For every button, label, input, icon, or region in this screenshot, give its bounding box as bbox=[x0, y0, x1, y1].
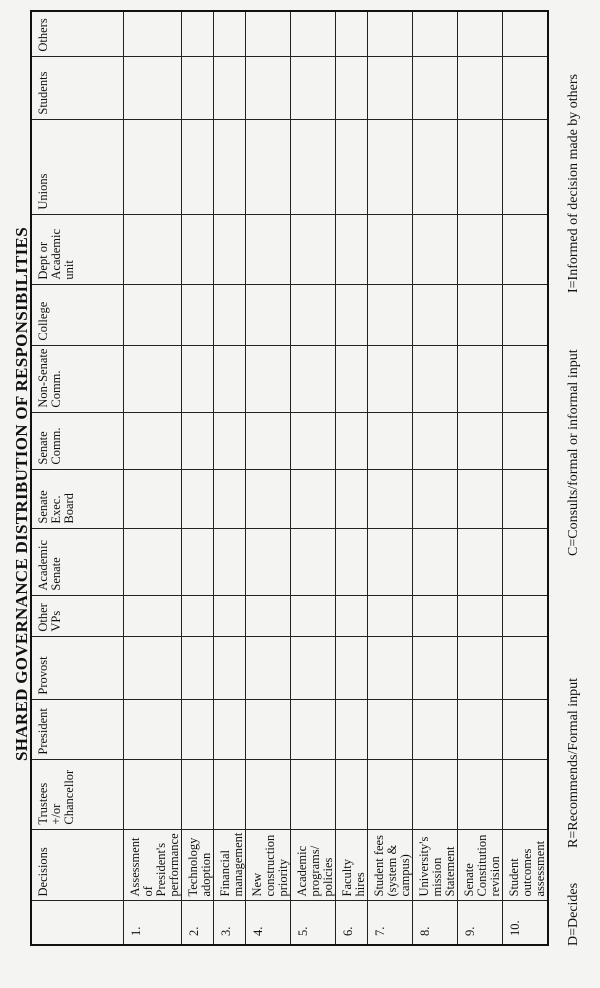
responsibility-cell[interactable] bbox=[182, 11, 214, 56]
responsibility-cell[interactable] bbox=[246, 56, 291, 119]
responsibility-cell[interactable] bbox=[458, 119, 503, 214]
responsibility-cell[interactable] bbox=[503, 759, 549, 829]
responsibility-cell[interactable] bbox=[503, 56, 549, 119]
table-row bbox=[214, 11, 246, 945]
responsibility-cell[interactable] bbox=[503, 345, 549, 412]
header-dept-academic-unit: Dept or Academic unit bbox=[31, 214, 124, 284]
responsibility-cell[interactable] bbox=[368, 759, 413, 829]
responsibility-cell[interactable] bbox=[214, 284, 246, 345]
responsibility-cell[interactable] bbox=[368, 469, 413, 528]
responsibility-cell[interactable] bbox=[246, 11, 291, 56]
header-president: President bbox=[31, 699, 124, 759]
row-number: 5. bbox=[291, 901, 336, 945]
responsibility-cell[interactable] bbox=[291, 11, 336, 56]
responsibility-cell[interactable] bbox=[214, 528, 246, 595]
responsibility-cell[interactable] bbox=[214, 11, 246, 56]
table-row bbox=[336, 11, 368, 945]
responsibility-cell[interactable] bbox=[214, 412, 246, 469]
table-row bbox=[368, 11, 413, 945]
responsibility-cell[interactable] bbox=[214, 56, 246, 119]
row-number: 3. bbox=[214, 901, 246, 945]
responsibility-cell[interactable] bbox=[336, 595, 368, 636]
responsibility-cell[interactable] bbox=[336, 759, 368, 829]
responsibility-table bbox=[30, 10, 549, 946]
responsibility-cell[interactable] bbox=[368, 699, 413, 759]
responsibility-cell[interactable] bbox=[413, 214, 458, 284]
row-number: 8. bbox=[413, 901, 458, 945]
table-row bbox=[503, 11, 549, 945]
responsibility-cell[interactable] bbox=[368, 284, 413, 345]
responsibility-cell[interactable] bbox=[336, 469, 368, 528]
responsibility-cell[interactable] bbox=[336, 345, 368, 412]
responsibility-cell[interactable] bbox=[246, 636, 291, 699]
decision-label: Student outcomes assessment bbox=[503, 829, 549, 901]
responsibility-cell[interactable] bbox=[291, 214, 336, 284]
responsibility-cell[interactable] bbox=[182, 119, 214, 214]
responsibility-cell[interactable] bbox=[458, 284, 503, 345]
header-others: Others bbox=[31, 11, 124, 56]
responsibility-cell[interactable] bbox=[458, 759, 503, 829]
header-row bbox=[31, 11, 124, 945]
decision-label: Faculty hires bbox=[336, 829, 368, 901]
responsibility-cell[interactable] bbox=[214, 214, 246, 284]
decision-label: Senate Constitution revision bbox=[458, 829, 503, 901]
responsibility-cell[interactable] bbox=[336, 699, 368, 759]
responsibility-cell[interactable] bbox=[182, 56, 214, 119]
responsibility-cell[interactable] bbox=[291, 528, 336, 595]
responsibility-cell[interactable] bbox=[124, 214, 182, 284]
responsibility-cell[interactable] bbox=[291, 759, 336, 829]
decision-label: University's mission Statement bbox=[413, 829, 458, 901]
responsibility-cell[interactable] bbox=[246, 759, 291, 829]
responsibility-cell[interactable] bbox=[214, 759, 246, 829]
responsibility-cell[interactable] bbox=[503, 528, 549, 595]
responsibility-cell[interactable] bbox=[413, 345, 458, 412]
responsibility-cell[interactable] bbox=[182, 214, 214, 284]
responsibility-cell[interactable] bbox=[368, 528, 413, 595]
header-students: Students bbox=[31, 56, 124, 119]
table-row bbox=[246, 11, 291, 945]
responsibility-cell[interactable] bbox=[182, 469, 214, 528]
legend-decides: D=Decides bbox=[566, 882, 581, 946]
responsibility-cell[interactable] bbox=[291, 119, 336, 214]
decision-label: Financial management bbox=[214, 829, 246, 901]
responsibility-cell[interactable] bbox=[246, 284, 291, 345]
responsibility-cell[interactable] bbox=[124, 759, 182, 829]
responsibility-cell[interactable] bbox=[336, 636, 368, 699]
legend-informed: I=Informed of decision made by others bbox=[566, 74, 581, 293]
responsibility-cell[interactable] bbox=[291, 699, 336, 759]
responsibility-cell[interactable] bbox=[246, 214, 291, 284]
responsibility-cell[interactable] bbox=[458, 528, 503, 595]
responsibility-cell[interactable] bbox=[458, 699, 503, 759]
header-non-senate-comm: Non-Senate Comm. bbox=[31, 345, 124, 412]
responsibility-cell[interactable] bbox=[368, 11, 413, 56]
table-row bbox=[291, 11, 336, 945]
responsibility-cell[interactable] bbox=[246, 345, 291, 412]
responsibility-cell[interactable] bbox=[214, 636, 246, 699]
responsibility-cell[interactable] bbox=[336, 412, 368, 469]
responsibility-cell[interactable] bbox=[182, 412, 214, 469]
responsibility-cell[interactable] bbox=[291, 595, 336, 636]
responsibility-cell[interactable] bbox=[368, 595, 413, 636]
responsibility-cell[interactable] bbox=[214, 345, 246, 412]
decision-label: New construction priority bbox=[246, 829, 291, 901]
responsibility-cell[interactable] bbox=[336, 119, 368, 214]
table-row bbox=[124, 11, 182, 945]
responsibility-cell[interactable] bbox=[246, 595, 291, 636]
responsibility-cell[interactable] bbox=[413, 759, 458, 829]
decision-label: Technology adoption bbox=[182, 829, 214, 901]
responsibility-cell[interactable] bbox=[458, 214, 503, 284]
responsibility-cell[interactable] bbox=[413, 284, 458, 345]
responsibility-cell[interactable] bbox=[124, 11, 182, 56]
responsibility-cell[interactable] bbox=[368, 214, 413, 284]
row-number: 2. bbox=[182, 901, 214, 945]
responsibility-cell[interactable] bbox=[124, 636, 182, 699]
responsibility-cell[interactable] bbox=[503, 119, 549, 214]
responsibility-cell[interactable] bbox=[214, 595, 246, 636]
header-trustees: Trustees +/or Chancellor bbox=[31, 759, 124, 829]
legend-consults: C=Consults/formal or informal input bbox=[566, 349, 581, 556]
responsibility-cell[interactable] bbox=[458, 11, 503, 56]
responsibility-cell[interactable] bbox=[124, 528, 182, 595]
responsibility-cell[interactable] bbox=[503, 412, 549, 469]
responsibility-cell[interactable] bbox=[458, 345, 503, 412]
responsibility-cell[interactable] bbox=[291, 56, 336, 119]
responsibility-cell[interactable] bbox=[291, 345, 336, 412]
responsibility-cell[interactable] bbox=[413, 699, 458, 759]
responsibility-cell[interactable] bbox=[182, 699, 214, 759]
responsibility-cell[interactable] bbox=[503, 11, 549, 56]
responsibility-cell[interactable] bbox=[413, 119, 458, 214]
responsibility-cell[interactable] bbox=[124, 699, 182, 759]
header-other-vps: Other VPs bbox=[31, 595, 124, 636]
responsibility-cell[interactable] bbox=[124, 469, 182, 528]
responsibility-cell[interactable] bbox=[458, 412, 503, 469]
legend-recommends: R=Recommends/Formal input bbox=[566, 677, 581, 848]
responsibility-cell[interactable] bbox=[124, 119, 182, 214]
row-number: 4. bbox=[246, 901, 291, 945]
responsibility-cell[interactable] bbox=[246, 119, 291, 214]
decision-label: Academic programs/ policies bbox=[291, 829, 336, 901]
responsibility-cell[interactable] bbox=[368, 345, 413, 412]
header-decisions: Decisions bbox=[31, 829, 124, 901]
responsibility-cell[interactable] bbox=[336, 528, 368, 595]
responsibility-cell[interactable] bbox=[413, 469, 458, 528]
responsibility-cell[interactable] bbox=[458, 469, 503, 528]
responsibility-cell[interactable] bbox=[368, 636, 413, 699]
responsibility-cell[interactable] bbox=[413, 636, 458, 699]
responsibility-cell[interactable] bbox=[503, 469, 549, 528]
header-college: College bbox=[31, 284, 124, 345]
table-row bbox=[182, 11, 214, 945]
responsibility-cell[interactable] bbox=[182, 284, 214, 345]
responsibility-cell[interactable] bbox=[124, 595, 182, 636]
responsibility-cell[interactable] bbox=[291, 636, 336, 699]
header-academic-senate: Academic Senate bbox=[31, 528, 124, 595]
responsibility-cell[interactable] bbox=[368, 119, 413, 214]
responsibility-cell[interactable] bbox=[291, 469, 336, 528]
decision-label: Assessment of President's performance bbox=[124, 829, 182, 901]
responsibility-cell[interactable] bbox=[458, 595, 503, 636]
decision-label: Student fees (system & campus) bbox=[368, 829, 413, 901]
table-row bbox=[458, 11, 503, 945]
row-number: 6. bbox=[336, 901, 368, 945]
responsibility-cell[interactable] bbox=[124, 56, 182, 119]
responsibility-cell[interactable] bbox=[124, 345, 182, 412]
responsibility-cell[interactable] bbox=[214, 469, 246, 528]
responsibility-cell[interactable] bbox=[503, 636, 549, 699]
responsibility-cell[interactable] bbox=[368, 412, 413, 469]
header-number-cell bbox=[31, 901, 124, 945]
responsibility-cell[interactable] bbox=[503, 284, 549, 345]
responsibility-cell[interactable] bbox=[368, 56, 413, 119]
responsibility-cell[interactable] bbox=[413, 11, 458, 56]
responsibility-cell[interactable] bbox=[214, 119, 246, 214]
responsibility-cell[interactable] bbox=[336, 214, 368, 284]
responsibility-cell[interactable] bbox=[182, 595, 214, 636]
responsibility-cell[interactable] bbox=[124, 412, 182, 469]
responsibility-cell[interactable] bbox=[182, 345, 214, 412]
responsibility-cell[interactable] bbox=[291, 284, 336, 345]
page-title: SHARED GOVERNANCE DISTRIBUTION OF RESPONSIBILITIES bbox=[12, 227, 31, 761]
row-number: 7. bbox=[368, 901, 413, 945]
responsibility-cell[interactable] bbox=[182, 759, 214, 829]
responsibility-cell[interactable] bbox=[246, 528, 291, 595]
responsibility-cell[interactable] bbox=[182, 636, 214, 699]
responsibility-cell[interactable] bbox=[413, 56, 458, 119]
responsibility-cell[interactable] bbox=[291, 412, 336, 469]
responsibility-cell[interactable] bbox=[182, 528, 214, 595]
responsibility-cell[interactable] bbox=[336, 11, 368, 56]
responsibility-cell[interactable] bbox=[413, 595, 458, 636]
header-unions: Unions bbox=[31, 119, 124, 214]
responsibility-cell[interactable] bbox=[336, 56, 368, 119]
responsibility-cell[interactable] bbox=[458, 636, 503, 699]
header-senate-comm: Senate Comm. bbox=[31, 412, 124, 469]
row-number: 10. bbox=[503, 901, 549, 945]
responsibility-cell[interactable] bbox=[214, 699, 246, 759]
responsibility-cell[interactable] bbox=[246, 469, 291, 528]
responsibility-cell[interactable] bbox=[503, 699, 549, 759]
header-provost: Provost bbox=[31, 636, 124, 699]
responsibility-cell[interactable] bbox=[124, 284, 182, 345]
responsibility-cell[interactable] bbox=[246, 412, 291, 469]
responsibility-cell[interactable] bbox=[458, 56, 503, 119]
row-number: 9. bbox=[458, 901, 503, 945]
responsibility-cell[interactable] bbox=[413, 412, 458, 469]
responsibility-cell[interactable] bbox=[246, 699, 291, 759]
responsibility-cell[interactable] bbox=[413, 528, 458, 595]
header-senate-exec-board: Senate Exec. Board bbox=[31, 469, 124, 528]
responsibility-cell[interactable] bbox=[336, 284, 368, 345]
table-row bbox=[413, 11, 458, 945]
responsibility-cell[interactable] bbox=[503, 595, 549, 636]
responsibility-cell[interactable] bbox=[503, 214, 549, 284]
row-number: 1. bbox=[124, 901, 182, 945]
